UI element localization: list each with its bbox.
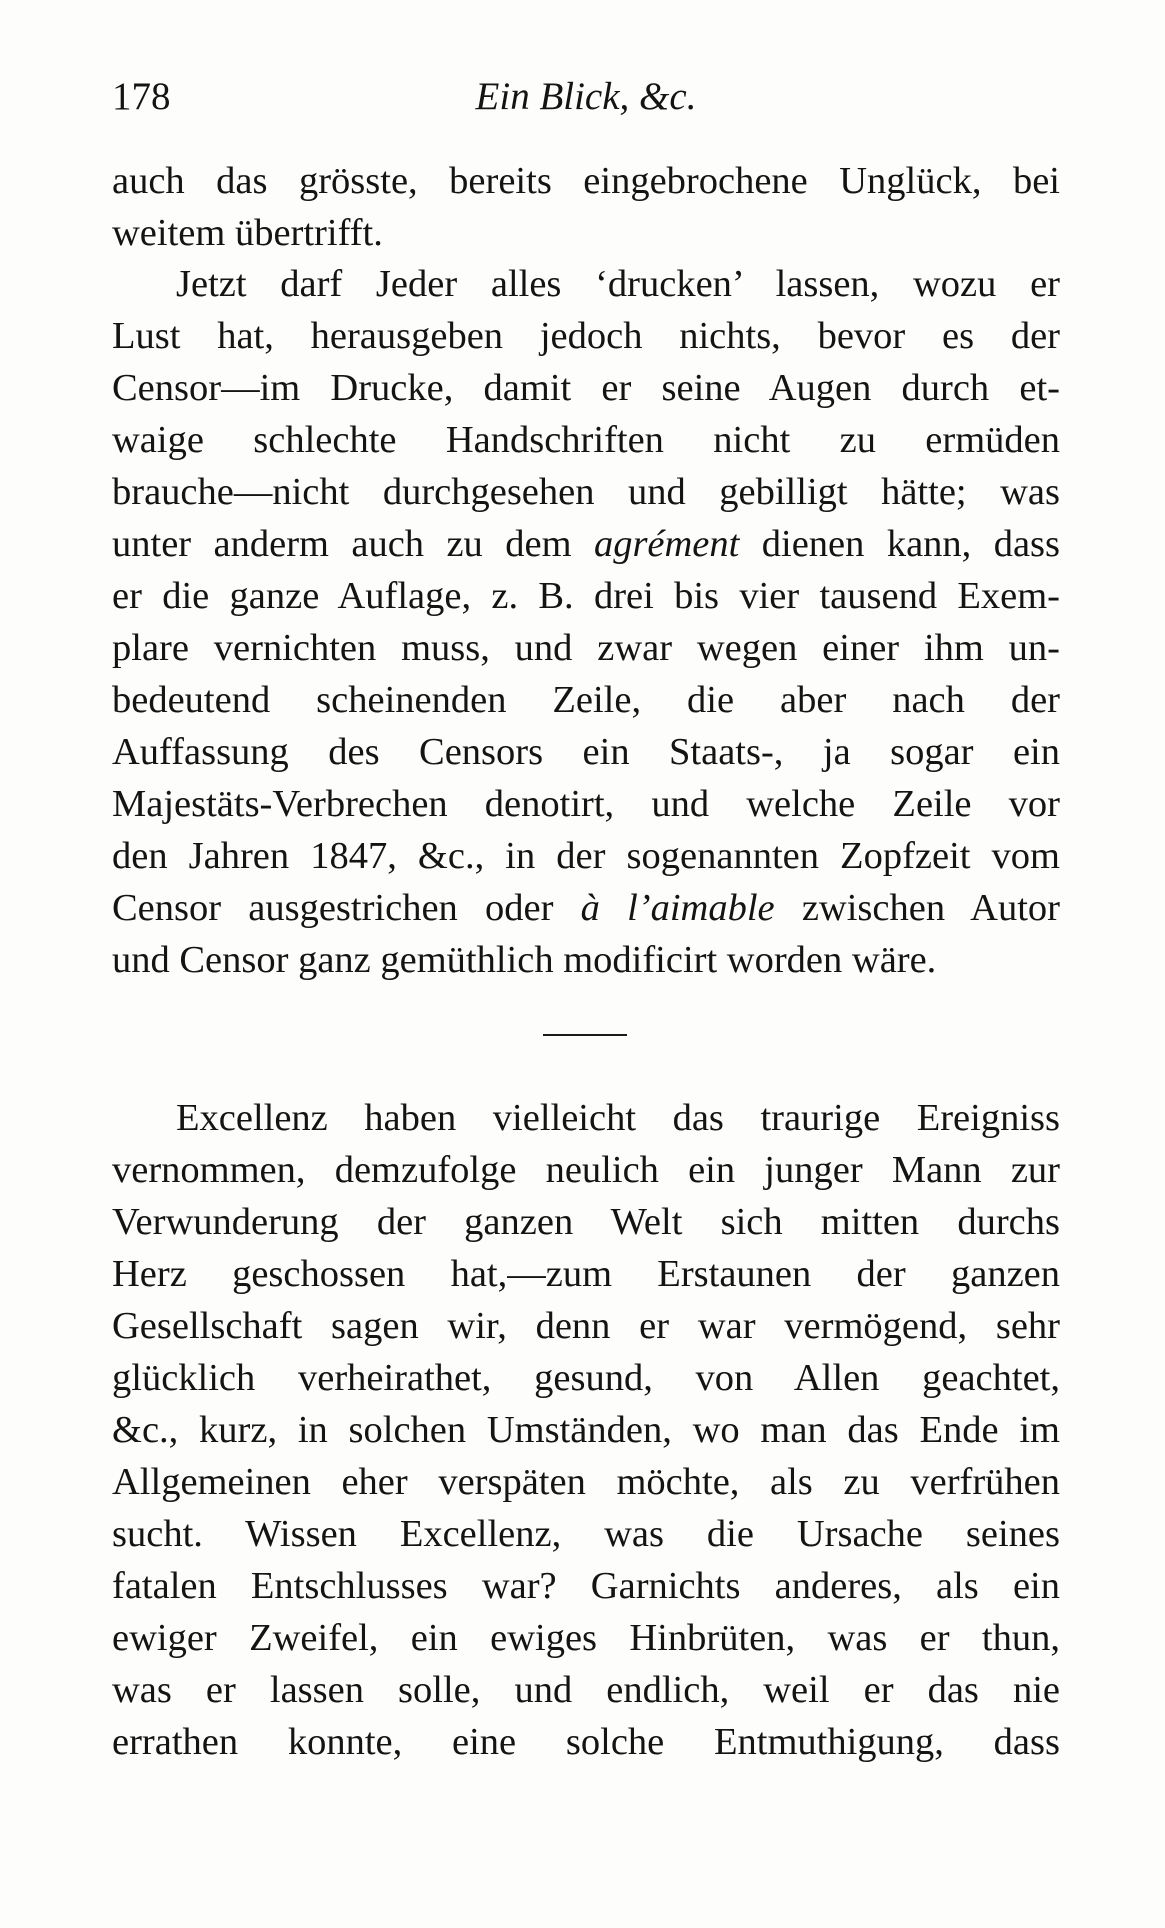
text-line: und Censor ganz gemüthlich modificirt worden wäre. [112, 939, 937, 981]
section-separator-rule [543, 1034, 627, 1036]
text-segment: Censor ausgestrichen oder [112, 887, 581, 929]
text-line: Gesellschaft sagen wir, denn er war vermögend, sehr [112, 1305, 1060, 1347]
text-line: Herz geschossen hat,—zum Erstaunen der ganzen [112, 1253, 1060, 1295]
continued-paragraph [112, 155, 1060, 259]
text-line: glücklich verheirathet, gesund, von Allen geachtet, [112, 1357, 1060, 1399]
italic-term: à l’aimable [580, 887, 775, 929]
text-line: Auffassung des Censors ein Staats-, ja sogar ein [112, 731, 1060, 773]
text-line: was er lassen solle, und endlich, weil er das nie [112, 1669, 1060, 1711]
text-line [112, 882, 1060, 934]
text-line: &c., kurz, in solchen Umständen, wo man das Ende im [112, 1409, 1060, 1451]
running-title: Ein Blick, &c. [475, 75, 697, 118]
text-line: fatalen Entschlusses war? Garnichts anderes, als ein [112, 1565, 1060, 1607]
text-line: brauche—nicht durchgesehen und gebilligt hätte; was [112, 471, 1060, 513]
text-line: Majestäts-Verbrechen denotirt, und welche Zeile vor [112, 783, 1060, 825]
page-number: 178 [112, 75, 171, 118]
text-line: ewiger Zweifel, ein ewiges Hinbrüten, was er thun, [112, 1617, 1060, 1659]
text-line: er die ganze Auflage, z. B. drei bis vier tausend Exem- [112, 575, 1060, 617]
text-line: Verwunderung der ganzen Welt sich mitten durchs [112, 1201, 1060, 1243]
text-line: Lust hat, herausgeben jedoch nichts, bevor es der [112, 315, 1060, 357]
text-line: auch das grösste, bereits eingebrochene Unglück, bei [112, 160, 1060, 202]
text-line: Excellenz haben vielleicht das traurige Ereigniss [176, 1097, 1060, 1139]
text-line: den Jahren 1847, &c., in der sogenannten Zopfzeit vom [112, 835, 1060, 877]
running-head [112, 72, 1060, 122]
text-segment: unter anderm auch zu dem [112, 523, 594, 565]
text-line: sucht. Wissen Excellenz, was die Ursache seines [112, 1513, 1060, 1555]
text-line: weitem übertrifft. [112, 212, 383, 254]
text-line: bedeutend scheinenden Zeile, die aber nach der [112, 679, 1060, 721]
text-segment: dienen kann, dass [739, 523, 1060, 565]
text-line: waige schlechte Handschriften nicht zu ermüden [112, 419, 1060, 461]
text-line: Censor—im Drucke, damit er seine Augen durch et- [112, 367, 1060, 409]
text-line: vernommen, demzufolge neulich ein junger Mann zur [112, 1149, 1060, 1191]
italic-term: agrément [593, 523, 740, 565]
text-line: Jetzt darf Jeder alles ‘drucken’ lassen, wozu er [176, 263, 1060, 305]
paragraph-excellenz [112, 1092, 1060, 1768]
text-line: Allgemeinen eher verspäten möchte, als zu verfrühen [112, 1461, 1060, 1503]
paragraph-censorship [112, 258, 1060, 986]
text-segment: zwischen Autor [774, 887, 1060, 929]
text-line: errathen konnte, eine solche Entmuthigung, dass [112, 1721, 1060, 1763]
text-line: plare vernichten muss, und zwar wegen einer ihm un- [112, 627, 1060, 669]
text-line [112, 518, 1060, 570]
